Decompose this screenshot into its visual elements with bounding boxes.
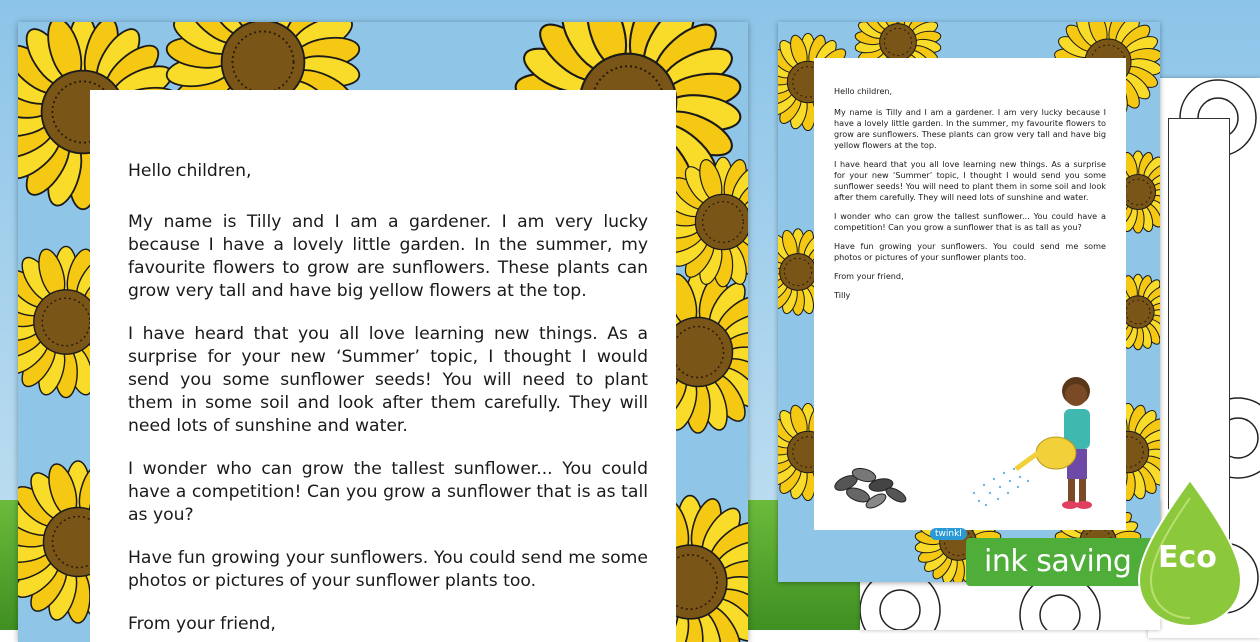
small-paragraph-3: I wonder who can grow the tallest sunflower... You could have a competition! Can you grow a sunflower that is as tall as you? [834,211,1106,232]
paragraph-2: I have heard that you all love learning new things. As a surprise for your new ‘Summer’ topic, I thought I would send you some sunflower seeds! You will need to plant them in some soil and look after them carefully. They will need lots of sunshine and water. [128,324,648,436]
small-greeting: Hello children, [834,86,893,96]
paragraph-4: Have fun growing your sunflowers. You could send me some photos or pictures of your sunflower plants too. [128,548,648,591]
twinkl-logo: twinkl [930,528,967,540]
greeting: Hello children, [128,161,252,181]
paragraph-3: I wonder who can grow the tallest sunflower... You could have a competition! Can you grow a sunflower that is as tall as you? [128,459,648,525]
small-paragraph-2: I have heard that you all love learning new things. As a surprise for your new ‘Summer’ topic, I thought I would send you some sunflower seeds! You will need to plant them in some soil and look after them carefully. They will need lots of sunshine and water. [834,159,1106,202]
ink-saving-label: ink saving [984,544,1132,579]
small-letter-sheet [814,58,1126,530]
sunflower-seeds-illustration [826,453,916,513]
small-closing: From your friend, [834,271,904,281]
back-letter-sheet [1168,118,1230,540]
small-paragraph-4: Have fun growing your sunflowers. You could send me some photos or pictures of your sunflower plants too. [834,241,1106,262]
main-letter-sheet [90,90,676,642]
paragraph-1: My name is Tilly and I am a gardener. I am very lucky because I have a lovely little garden. In the summer, my favourite flowers to grow are sunflowers. These plants can grow very tall and have big yellow flowers at the top. [128,212,648,301]
child-watering-illustration [964,373,1124,518]
small-colour-page [778,22,1160,582]
main-letter-text [128,160,648,642]
small-letter-text [834,86,1106,309]
small-paragraph-1: My name is Tilly and I am a gardener. I am very lucky because I have a lovely little garden. In the summer, my favourite flowers to grow are sunflowers. These plants can grow very tall and have big yellow flowers at the top. [834,107,1106,150]
eco-label: Eco [1158,540,1217,575]
main-colour-page [18,22,748,642]
closing: From your friend, [128,614,276,634]
small-signature: Tilly [834,290,851,300]
